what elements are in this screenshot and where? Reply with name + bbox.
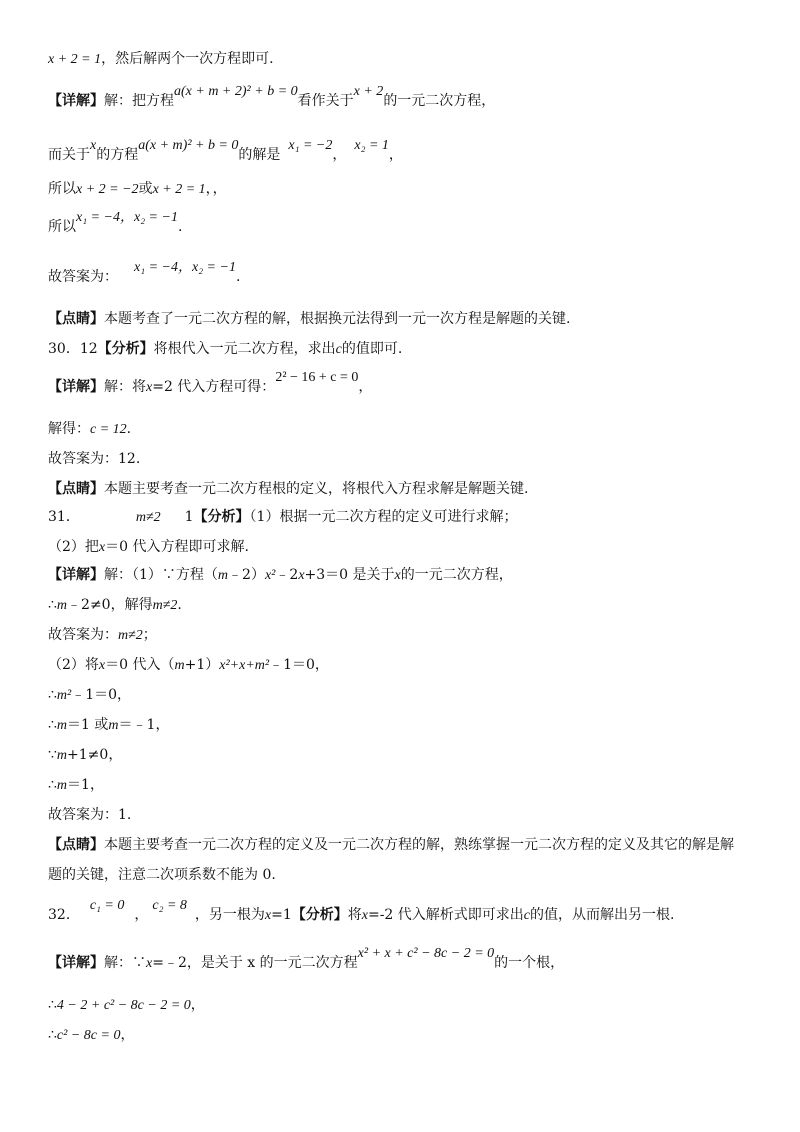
variable: x <box>264 908 272 923</box>
text: 故答案为：1. <box>48 807 132 823</box>
text-line <box>48 836 734 854</box>
text-line <box>48 450 140 468</box>
text: 本题考查了一元二次方程的解，根据换元法得到一元一次方程是解题的关键. <box>104 311 571 327</box>
text: ， <box>358 379 373 395</box>
equation: m² <box>56 688 72 703</box>
variable: m≠2 <box>152 598 178 613</box>
variable: x <box>146 956 153 971</box>
section-label: 【详解】 <box>48 379 104 395</box>
text: 所以 <box>48 181 76 197</box>
text: 故答案为： <box>48 269 118 285</box>
text: =-2 代入解析式即可求出 <box>367 907 524 923</box>
text: . <box>177 219 183 235</box>
text: （2）把 <box>48 539 99 555</box>
text: ＝0 代入（ <box>105 657 175 673</box>
section-label: 【详解】 <box>48 93 104 109</box>
text: ﹣2≠0，解得 <box>67 597 153 613</box>
section-label: 【点睛】 <box>48 481 104 497</box>
question-number: 30．12 <box>48 341 98 357</box>
text: 将根代入一元二次方程，求出 <box>153 341 336 357</box>
text-line <box>48 50 274 69</box>
text-line <box>48 138 403 165</box>
section-label: 【分析】 <box>193 509 250 525</box>
variable: x <box>90 138 97 153</box>
equation: x + 2 = −2 <box>76 182 139 197</box>
equation: x₂ = 1 <box>354 138 389 153</box>
text: ＝0 代入方程即可求解. <box>105 539 249 555</box>
text: 解：∵ <box>104 955 146 971</box>
variable: m <box>56 778 68 793</box>
equation: 4 − 2 + c² − 8c − 2 = 0 <box>56 998 191 1013</box>
question-number: 32． <box>48 907 80 923</box>
variable: x <box>361 908 368 923</box>
text: 的值，从而解出另一根. <box>530 907 675 923</box>
text: ， <box>388 147 403 163</box>
equation: 2² − 16 + c = 0 <box>275 370 359 385</box>
text-line <box>48 180 227 199</box>
section-label: 【点睛】 <box>48 311 104 327</box>
variable: x <box>98 540 106 555</box>
text-line <box>48 746 122 765</box>
text-line <box>48 340 402 359</box>
text: ∴ <box>48 597 57 613</box>
text-line <box>48 686 131 705</box>
text: ， <box>190 997 205 1013</box>
text: 的一元二次方程， <box>383 93 496 109</box>
equation: a(x + m)² + b = 0 <box>138 138 239 153</box>
text: 而关于 <box>48 147 90 163</box>
variable: x <box>146 380 153 395</box>
section-label: 【点睛】 <box>48 837 104 853</box>
text-line <box>48 626 157 645</box>
text-line <box>48 420 131 439</box>
text-line <box>48 260 241 287</box>
text-line <box>48 996 205 1015</box>
text: 解：把方程 <box>104 93 174 109</box>
variable: m <box>217 568 229 583</box>
text-line <box>48 596 182 615</box>
text: . <box>235 269 241 285</box>
text: 的解是 <box>238 147 281 163</box>
variable: m <box>56 748 68 763</box>
text: ； <box>142 627 157 643</box>
text: ∴ <box>48 777 57 793</box>
equation: c² − 8c = 0 <box>56 1028 121 1043</box>
section-label: 【详解】 <box>48 955 104 971</box>
text: 故答案为： <box>48 627 118 643</box>
question-number: 31． <box>48 509 80 525</box>
text: 题的关键，注意二次项系数不能为 0. <box>48 867 276 883</box>
text: +1≠0， <box>67 747 123 763</box>
text-line <box>48 866 276 884</box>
equation: x + 2 <box>353 84 384 99</box>
text: =1 <box>271 907 292 923</box>
text-line <box>48 480 528 498</box>
text: ﹣2 <box>275 567 299 583</box>
text: 的一个根， <box>494 955 565 971</box>
text: . <box>126 421 132 437</box>
text-line <box>48 1026 134 1045</box>
equation: x₁ = −4，x₂ = −1 <box>76 210 178 225</box>
text: 将 <box>347 907 362 923</box>
variable: x <box>98 658 106 673</box>
variable: m <box>108 718 119 733</box>
text: 所以 <box>48 219 76 235</box>
text: ﹣1＝0， <box>269 657 329 673</box>
text: 看作关于 <box>297 93 354 109</box>
text: 的方程 <box>96 147 139 163</box>
text: 解得： <box>48 421 90 437</box>
text: 故答案为：12. <box>48 451 141 467</box>
variable: m <box>56 718 68 733</box>
text-line <box>48 806 131 824</box>
text: ﹣2） <box>228 567 265 583</box>
text: ∵ <box>48 747 57 763</box>
text: =﹣2，是关于 x 的一元二次方程 <box>152 955 358 971</box>
equation: x + 2 = 1 <box>152 182 206 197</box>
section-label: 【详解】 <box>48 567 104 583</box>
text-line <box>48 946 565 973</box>
section-label: 【分析】 <box>97 341 154 357</box>
text: 解：（1）∵方程（ <box>104 567 218 583</box>
text-line <box>48 508 517 527</box>
answer: m≠2 <box>135 510 161 525</box>
text: 本题主要考查一元二次方程根的定义，将根代入方程求解是解题关键. <box>104 481 529 497</box>
text: ∴ <box>48 997 57 1013</box>
text-line <box>48 370 373 397</box>
text: ，， <box>205 181 227 197</box>
variable: c <box>523 908 531 923</box>
text-line <box>48 898 675 925</box>
equation: a(x + m + 2)² + b = 0 <box>174 84 298 99</box>
text: ＝1 或 <box>67 717 109 733</box>
text: ， <box>134 907 149 923</box>
text: （2）将 <box>48 657 99 673</box>
text: 的值即可. <box>341 341 403 357</box>
text-line <box>48 210 183 237</box>
equation: x² + x + c² − 8c − 2 = 0 <box>357 946 495 961</box>
text-line <box>48 566 513 585</box>
text: ＝1， <box>67 777 104 793</box>
text: 的一元二次方程， <box>400 567 513 583</box>
text: （1）根据一元二次方程的定义可进行求解； <box>249 509 518 525</box>
variable: x² <box>264 568 276 583</box>
text: ∴ <box>48 717 57 733</box>
variable: x <box>298 568 305 583</box>
equation: x₁ = −4，x₂ = −1 <box>134 260 236 275</box>
text: ∴ <box>48 687 57 703</box>
text: ∴ <box>48 1027 57 1043</box>
answer: c₁ = 0 <box>89 898 125 913</box>
equation: c = 12 <box>90 422 127 437</box>
variable: m <box>56 598 68 613</box>
equation: x + 2 = 1 <box>48 52 102 67</box>
section-label: 【分析】 <box>291 907 348 923</box>
text-line <box>48 310 570 328</box>
answer: m≠2 <box>118 628 143 643</box>
equation: x²+x+m² <box>219 658 270 673</box>
equation: x₁ = −2 <box>288 138 333 153</box>
answer: c₂ = 8 <box>152 898 187 913</box>
variable: c <box>335 342 342 357</box>
answer: 1 <box>184 509 194 525</box>
text-line <box>48 538 249 557</box>
text: ， <box>332 147 347 163</box>
text-line <box>48 656 329 675</box>
text: +1） <box>184 657 220 673</box>
text: 或 <box>138 181 153 197</box>
variable: m <box>174 658 185 673</box>
text: ， <box>120 1027 135 1043</box>
text-line <box>48 716 169 735</box>
variable: x <box>394 568 401 583</box>
text-line <box>48 776 104 795</box>
text: ，另一根为 <box>194 907 265 923</box>
text: 本题主要考查一元二次方程的定义及一元二次方程的解，熟练掌握一元二次方程的定义及其它的解是解 <box>104 837 734 853</box>
text: ，然后解两个一次方程即可. <box>101 51 274 67</box>
text: +3＝0 是关于 <box>304 567 395 583</box>
text: . <box>177 597 182 613</box>
text: ＝﹣1， <box>118 717 170 733</box>
text-line <box>48 84 496 111</box>
text: =2 代入方程可得： <box>152 379 276 395</box>
text: ﹣1＝0， <box>71 687 132 703</box>
text: 解：将 <box>104 379 146 395</box>
